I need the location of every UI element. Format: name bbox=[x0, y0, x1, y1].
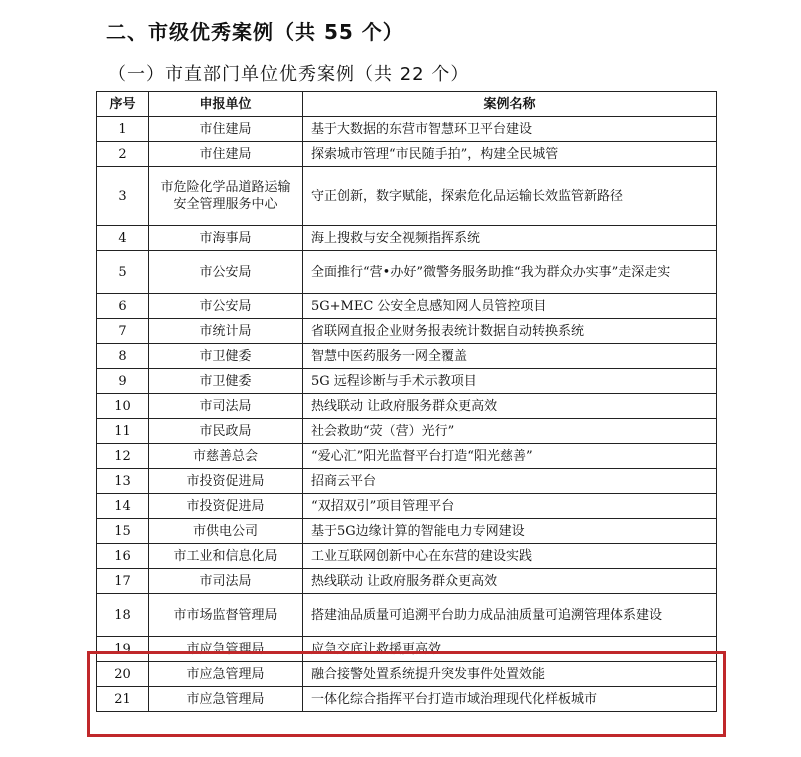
row-dept: 市公安局 bbox=[149, 294, 303, 319]
row-no: 13 bbox=[97, 469, 149, 494]
row-dept: 市应急管理局 bbox=[149, 662, 303, 687]
row-no: 14 bbox=[97, 494, 149, 519]
table-row bbox=[97, 319, 717, 344]
table-row bbox=[97, 687, 717, 712]
row-dept: 市慈善总会 bbox=[149, 444, 303, 469]
row-dept: 市市场监督管理局 bbox=[149, 594, 303, 637]
table-row bbox=[97, 419, 717, 444]
row-case-name: 热线联动 让政府服务群众更高效 bbox=[303, 394, 717, 419]
table-row bbox=[97, 444, 717, 469]
table-row bbox=[97, 344, 717, 369]
row-dept: 市住建局 bbox=[149, 117, 303, 142]
row-case-name: “爱心汇”阳光监督平台打造“阳光慈善” bbox=[303, 444, 717, 469]
row-case-name: 应急交底让救援更高效 bbox=[303, 637, 717, 662]
row-no: 21 bbox=[97, 687, 149, 712]
row-case-name: 全面推行“营•办好”微警务服务助推“我为群众办实事”走深走实 bbox=[303, 251, 717, 294]
row-dept: 市统计局 bbox=[149, 319, 303, 344]
row-case-name: 海上搜救与安全视频指挥系统 bbox=[303, 226, 717, 251]
row-no: 19 bbox=[97, 637, 149, 662]
row-dept: 市司法局 bbox=[149, 394, 303, 419]
section-title: 二、市级优秀案例（共 55 个） bbox=[106, 20, 404, 44]
table-row bbox=[97, 544, 717, 569]
row-no: 20 bbox=[97, 662, 149, 687]
row-case-name: 5G 远程诊断与手术示教项目 bbox=[303, 369, 717, 394]
row-dept: 市危险化学品道路运输安全管理服务中心 bbox=[149, 167, 303, 226]
row-no: 15 bbox=[97, 519, 149, 544]
header-no: 序号 bbox=[97, 92, 149, 117]
row-no: 9 bbox=[97, 369, 149, 394]
table-row bbox=[97, 142, 717, 167]
row-no: 12 bbox=[97, 444, 149, 469]
row-dept: 市卫健委 bbox=[149, 369, 303, 394]
row-no: 6 bbox=[97, 294, 149, 319]
table-row bbox=[97, 494, 717, 519]
row-no: 11 bbox=[97, 419, 149, 444]
table-row bbox=[97, 469, 717, 494]
row-case-name: “双招双引”项目管理平台 bbox=[303, 494, 717, 519]
header-dept: 申报单位 bbox=[149, 92, 303, 117]
row-dept: 市工业和信息化局 bbox=[149, 544, 303, 569]
table-header-row bbox=[97, 92, 717, 117]
row-no: 3 bbox=[97, 167, 149, 226]
table-row bbox=[97, 294, 717, 319]
row-no: 10 bbox=[97, 394, 149, 419]
row-no: 17 bbox=[97, 569, 149, 594]
subsection-title: （一）市直部门单位优秀案例（共 22 个） bbox=[108, 64, 470, 85]
row-case-name: 融合接警处置系统提升突发事件处置效能 bbox=[303, 662, 717, 687]
row-case-name: 热线联动 让政府服务群众更高效 bbox=[303, 569, 717, 594]
row-no: 16 bbox=[97, 544, 149, 569]
row-no: 4 bbox=[97, 226, 149, 251]
row-case-name: 5G+MEC 公安全息感知网人员管控项目 bbox=[303, 294, 717, 319]
header-name: 案例名称 bbox=[303, 92, 717, 117]
table-row bbox=[97, 569, 717, 594]
row-no: 2 bbox=[97, 142, 149, 167]
row-case-name: 工业互联网创新中心在东营的建设实践 bbox=[303, 544, 717, 569]
table-row bbox=[97, 394, 717, 419]
row-no: 18 bbox=[97, 594, 149, 637]
cases-table bbox=[96, 91, 717, 712]
row-case-name: 智慧中医药服务一网全覆盖 bbox=[303, 344, 717, 369]
row-case-name: 基于大数据的东营市智慧环卫平台建设 bbox=[303, 117, 717, 142]
table-row bbox=[97, 117, 717, 142]
row-case-name: 基于5G边缘计算的智能电力专网建设 bbox=[303, 519, 717, 544]
row-case-name: 一体化综合指挥平台打造市域治理现代化样板城市 bbox=[303, 687, 717, 712]
row-dept: 市卫健委 bbox=[149, 344, 303, 369]
row-case-name: 招商云平台 bbox=[303, 469, 717, 494]
row-dept: 市应急管理局 bbox=[149, 687, 303, 712]
table-row bbox=[97, 519, 717, 544]
row-dept: 市投资促进局 bbox=[149, 469, 303, 494]
row-dept: 市民政局 bbox=[149, 419, 303, 444]
row-case-name: 省联网直报企业财务报表统计数据自动转换系统 bbox=[303, 319, 717, 344]
row-case-name: 搭建油品质量可追溯平台助力成品油质量可追溯管理体系建设 bbox=[303, 594, 717, 637]
row-dept: 市公安局 bbox=[149, 251, 303, 294]
table-row bbox=[97, 594, 717, 637]
row-dept: 市海事局 bbox=[149, 226, 303, 251]
row-no: 5 bbox=[97, 251, 149, 294]
row-dept: 市住建局 bbox=[149, 142, 303, 167]
row-no: 1 bbox=[97, 117, 149, 142]
table-row bbox=[97, 637, 717, 662]
table-row bbox=[97, 251, 717, 294]
table-row bbox=[97, 662, 717, 687]
row-case-name: 守正创新，数字赋能，探索危化品运输长效监管新路径 bbox=[303, 167, 717, 226]
row-case-name: 社会救助“荧（营）光行” bbox=[303, 419, 717, 444]
row-dept: 市投资促进局 bbox=[149, 494, 303, 519]
table-row bbox=[97, 369, 717, 394]
table-row bbox=[97, 167, 717, 226]
row-no: 7 bbox=[97, 319, 149, 344]
row-case-name: 探索城市管理“市民随手拍”，构建全民城管 bbox=[303, 142, 717, 167]
table-row bbox=[97, 226, 717, 251]
row-dept: 市司法局 bbox=[149, 569, 303, 594]
row-no: 8 bbox=[97, 344, 149, 369]
row-dept: 市应急管理局 bbox=[149, 637, 303, 662]
row-dept: 市供电公司 bbox=[149, 519, 303, 544]
